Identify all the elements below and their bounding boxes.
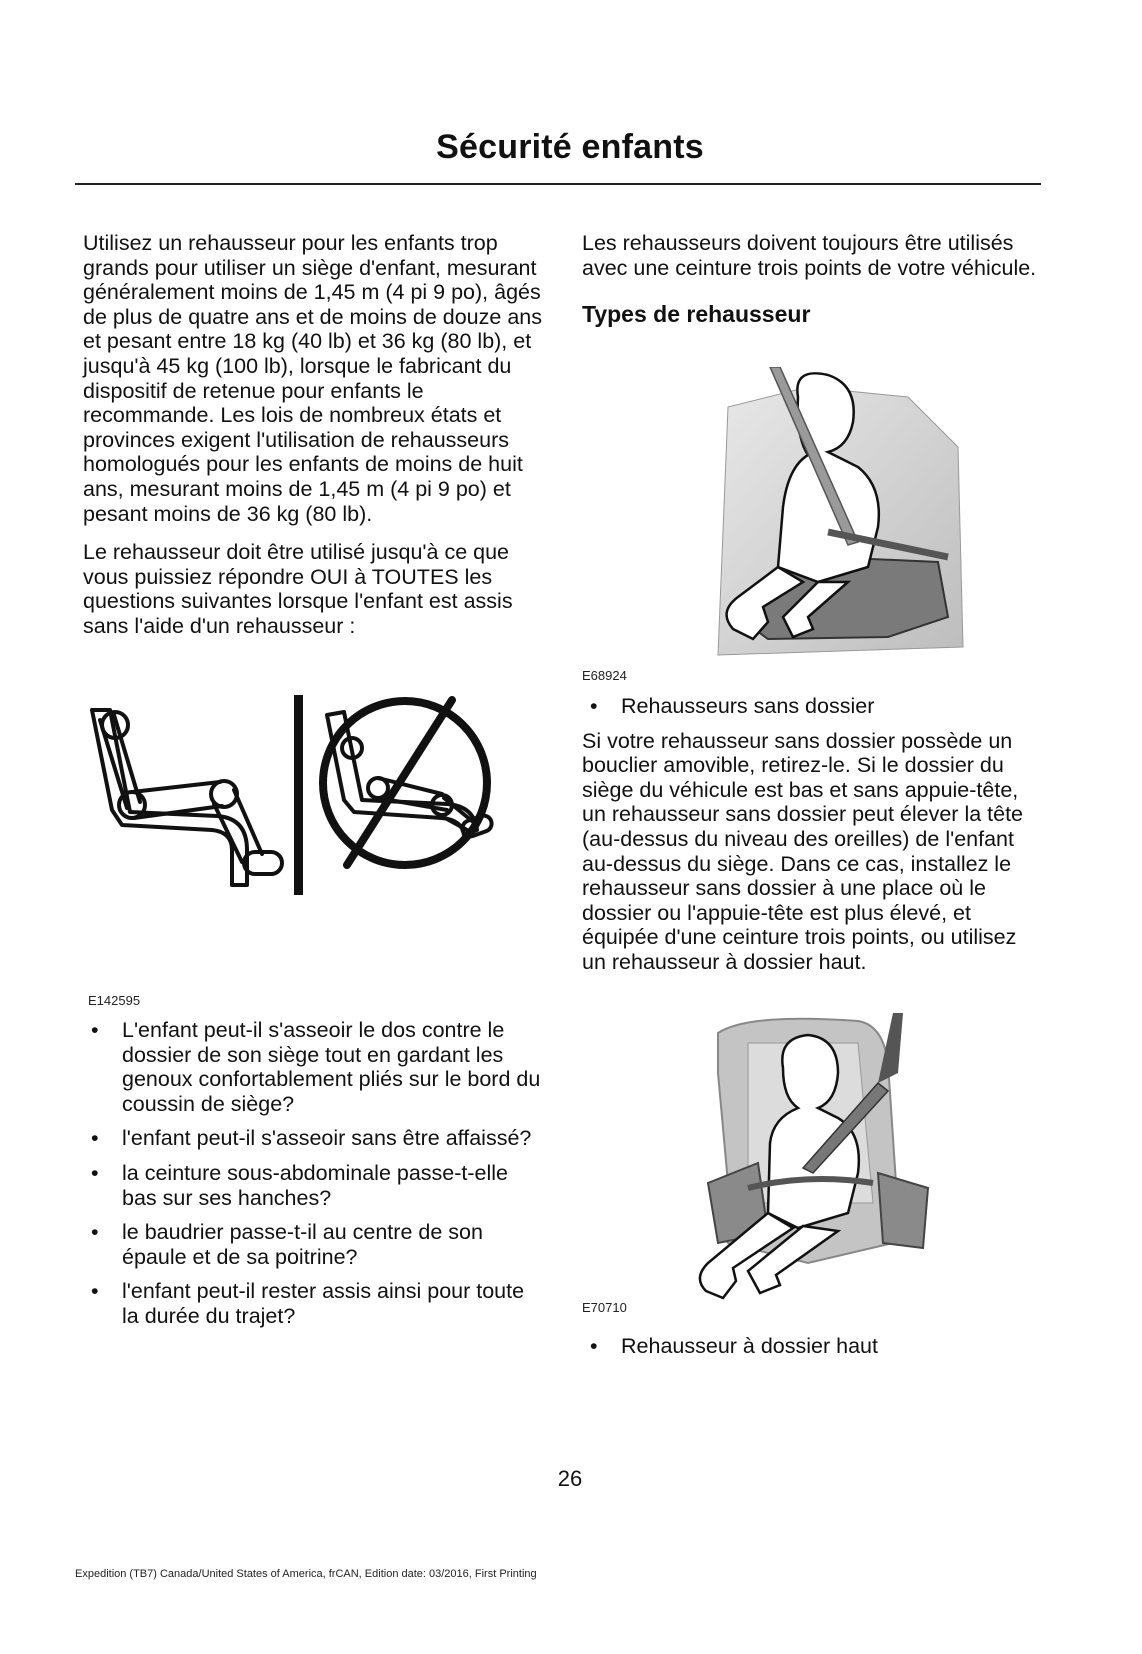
booster-type-list-1 [582, 694, 1042, 719]
bullet-dot: • [590, 694, 598, 718]
bullet-dot: • [590, 1334, 598, 1358]
list-item [83, 1126, 545, 1151]
list-item [83, 1161, 545, 1210]
bullet-dot: • [91, 1018, 99, 1042]
question-text: l'enfant peut-il rester assis ainsi pour toute la durée du trajet? [122, 1279, 525, 1328]
section-heading: Types de rehausseur [582, 301, 811, 328]
posture-figure [82, 690, 522, 920]
footer-text: Expedition (TB7) Canada/United States of America, frCAN, Edition date: 03/2016, First Printing [75, 1568, 537, 1580]
right-column-middle [582, 694, 1042, 975]
right-intro-paragraph: Les rehausseurs doivent toujours être utilisés avec une ceinture trois points de votre véhicule. [582, 231, 1037, 280]
booster-side-right [878, 1173, 928, 1248]
right-column [582, 231, 1042, 328]
question-list-container [83, 1018, 545, 1339]
figure-label-e142595: E142595 [88, 993, 141, 1008]
page-title: Sécurité enfants [436, 128, 704, 166]
booster-type-label: Rehausseurs sans dossier [621, 694, 875, 718]
list-item [582, 694, 1042, 719]
list-item [582, 1334, 1042, 1359]
bullet-dot: • [91, 1279, 99, 1304]
question-list [83, 1018, 545, 1329]
right-column-bottom [582, 1334, 1042, 1369]
intro-paragraph: Utilisez un rehausseur pour les enfants trop grands pour utiliser un siège d'enfant, mesurant généralement moins de 1,45 m (4 pi 9 po), âgés de plus de quatre ans et de moins de douze ans et pesant entre 18 kg (40 lb) et 36 kg (80 lb), et jusqu'à 45 kg (100 lb), lorsque le fabricant du dispositif de retenue pour enfants le recommande. Les lois de nombreux états et provinces exigent l'utilisation de rehausseurs homologués pour les enfants de moins de huit ans, mesurant moins de 1,45 m (4 pi 9 po) et pesant moins de 36 kg (80 lb). [83, 231, 542, 526]
backless-booster-paragraph: Si votre rehausseur sans dossier possède un bouclier amovible, retirez-le. Si le dossier du siège du véhicule est bas et sans appuie-tête, un rehausseur sans dossier peut élever la tête (au-dessus du niveau des oreilles) de l'enfant au-dessus du siège. Dans ce cas, installez le rehausseur sans dossier à une place où le dossier ou l'appuie-tête est plus élevé, et équipée d'une ceinture trois points, ou utilisez un rehausseur à dossier haut. [582, 728, 1024, 974]
list-item [83, 1018, 545, 1116]
page-number: 26 [557, 1466, 583, 1491]
booster-type-label: Rehausseur à dossier haut [621, 1334, 878, 1358]
correct-posture-drawing [92, 710, 282, 885]
divider-bar [294, 695, 303, 895]
figure-label-e68924: E68924 [582, 668, 627, 683]
list-item [83, 1220, 545, 1269]
title-divider [75, 183, 1041, 185]
left-column [83, 231, 545, 653]
figure-label-e70710: E70710 [582, 1300, 627, 1315]
bullet-dot: • [91, 1160, 99, 1185]
backless-booster-figure [708, 367, 968, 659]
question-text: le baudrier passe-t-il au centre de son épaule et de sa poitrine? [122, 1220, 483, 1269]
question-text: L'enfant peut-il s'asseoir le dos contre le dossier de son siège tout en gardant les genoux confortablement pliés sur le bord du coussin de siège? [122, 1018, 541, 1116]
question-text: la ceinture sous-abdominale passe-t-elle bas sur ses hanches? [122, 1160, 509, 1210]
high-back-booster-figure [688, 1013, 948, 1303]
question-text: l'enfant peut-il s'asseoir sans être affaissé? [122, 1126, 532, 1151]
question-intro-paragraph: Le rehausseur doit être utilisé jusqu'à ce que vous puissiez répondre OUI à TOUTES les questions suivantes lorsque l'enfant est assis sans l'aide d'un rehausseur : [83, 540, 513, 638]
incorrect-posture-drawing [323, 700, 494, 865]
bullet-dot: • [91, 1126, 99, 1151]
bullet-dot: • [91, 1220, 99, 1245]
booster-type-list-2 [582, 1334, 1042, 1359]
list-item [83, 1279, 545, 1328]
